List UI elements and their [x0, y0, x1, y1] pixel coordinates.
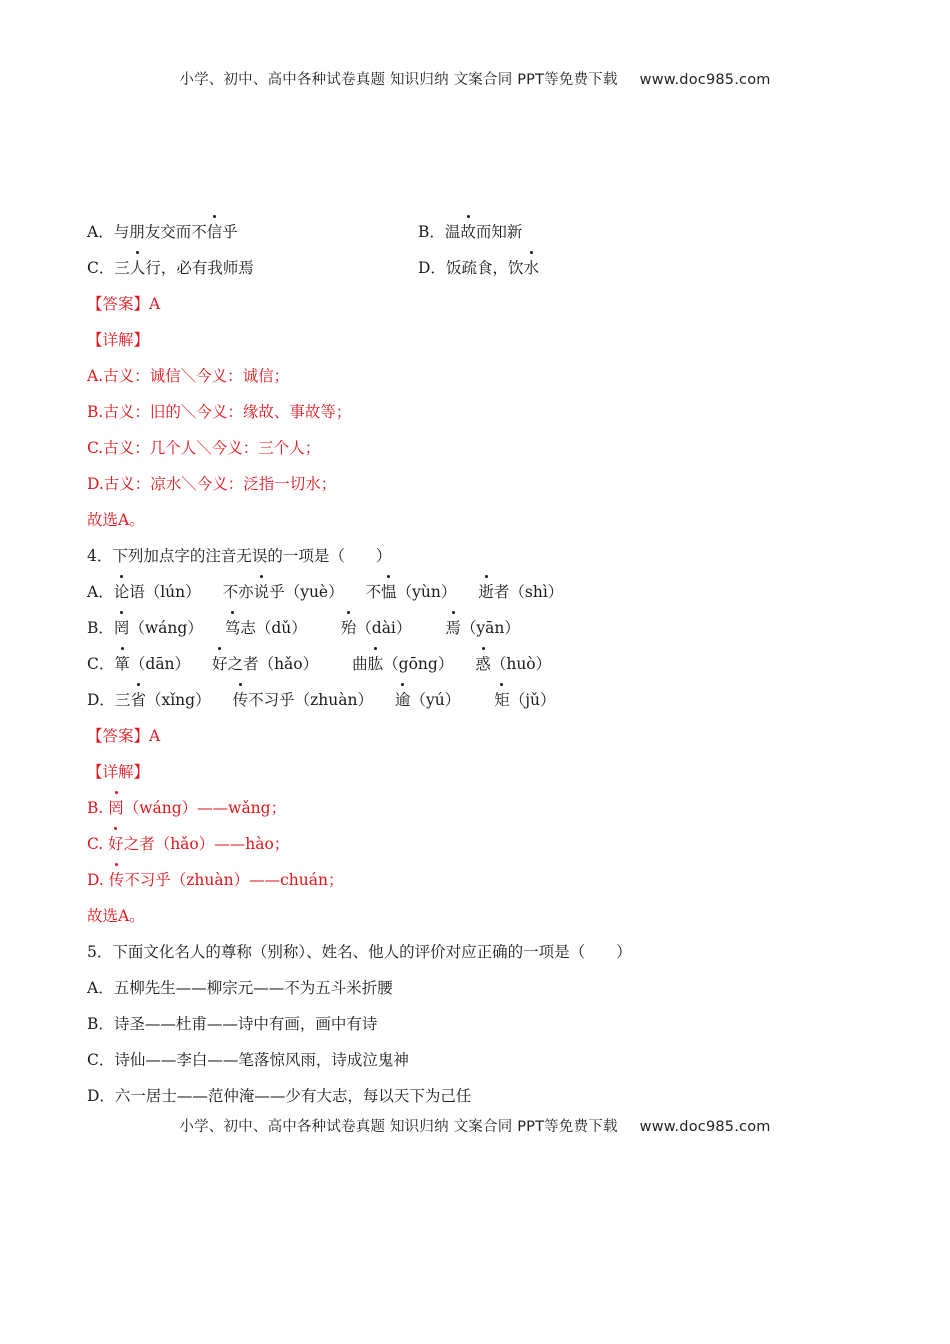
- dotted-char: 焉: [445, 614, 461, 642]
- q5-option-b[interactable]: B．诗圣——杜甫——诗中有画，画中有诗: [87, 1015, 378, 1033]
- q3-options-row-1: [87, 218, 867, 254]
- q4-explain-b: B. 罔（wáng）——wǎng；: [87, 794, 867, 830]
- header-url[interactable]: www.doc985.com: [639, 72, 771, 88]
- dotted-char: 信: [207, 218, 223, 246]
- q5-option-a[interactable]: A．五柳先生——柳宗元——不为五斗米折腰: [87, 979, 393, 997]
- footer-url[interactable]: www.doc985.com: [639, 1119, 771, 1135]
- q5-stem: 5．下面文化名人的尊称（别称）、姓名、他人的评价对应正确的一项是（ ）: [87, 943, 632, 961]
- page-footer: [0, 1115, 950, 1136]
- dotted-char: 罔: [108, 794, 124, 822]
- q4-explain-c: C. 好之者（hǎo）——hào；: [87, 830, 867, 866]
- dotted-char: 省: [130, 686, 146, 714]
- q4-option-a[interactable]: A．论语（lún） 不亦说乎（yuè） 不愠（yùn） 逝者（shì）: [87, 578, 867, 614]
- q4-detail-heading: 【详解】: [87, 763, 150, 781]
- q4-explain-d: D. 传不习乎（zhuàn）——chuán；: [87, 866, 867, 902]
- q4-answer: 【答案】A: [87, 727, 161, 745]
- dotted-char: 惑: [475, 650, 491, 678]
- dotted-char: 逾: [395, 686, 411, 714]
- footer-text: 小学、初中、高中各种试卷真题 知识归纳 文案合同 PPT等免费下载: [179, 1119, 618, 1135]
- dotted-char: 故: [460, 218, 476, 246]
- q4-option-d[interactable]: D．三省（xǐng） 传不习乎（zhuàn） 逾（yú） 矩（jǔ）: [87, 686, 867, 722]
- q3-option-d[interactable]: D．饭疏食，饮水: [418, 254, 539, 282]
- dotted-char: 殆: [341, 614, 357, 642]
- dotted-char: 愠: [381, 578, 397, 606]
- q3-explain-c: C.古义：几个人＼今义：三个人；: [87, 439, 321, 457]
- dotted-char: 传: [233, 686, 249, 714]
- q3-option-b[interactable]: B．温故而知新: [418, 218, 522, 246]
- q3-option-a[interactable]: A．与朋友交而不信乎: [87, 223, 238, 241]
- q3-explain-a: A.古义：诚信＼今义：诚信；: [87, 367, 290, 385]
- q5-option-c[interactable]: C．诗仙——李白——笔落惊风雨，诗成泣鬼神: [87, 1051, 409, 1069]
- dotted-char: 人: [130, 254, 146, 282]
- dotted-char: 好: [108, 830, 124, 858]
- dotted-char: 水: [523, 254, 539, 282]
- q3-answer: 【答案】A: [87, 295, 161, 313]
- q3-options-row-2: [87, 254, 867, 290]
- dotted-char: 论: [114, 578, 130, 606]
- dotted-char: 笃: [225, 614, 241, 642]
- dotted-char: 逝: [478, 578, 494, 606]
- dotted-char: 箪: [114, 650, 130, 678]
- q3-conclusion: 故选A。: [87, 511, 145, 529]
- dotted-char: 传: [109, 866, 125, 894]
- dotted-char: 矩: [494, 686, 510, 714]
- page-header: [0, 68, 950, 89]
- dotted-char: 罔: [114, 614, 130, 642]
- q4-option-b[interactable]: B．罔（wáng） 笃志（dǔ） 殆（dài） 焉（yān）: [87, 614, 867, 650]
- q3-explain-d: D.古义：凉水＼今义：泛指一切水；: [87, 475, 337, 493]
- header-text: 小学、初中、高中各种试卷真题 知识归纳 文案合同 PPT等免费下载: [179, 72, 618, 88]
- q3-explain-b: B.古义：旧的＼今义：缘故、事故等；: [87, 403, 352, 421]
- q4-stem: 4．下列加点字的注音无误的一项是（ ）: [87, 547, 392, 565]
- dotted-char: 说: [254, 578, 270, 606]
- q3-option-c[interactable]: C．三人行，必有我师焉: [87, 259, 254, 277]
- q3-detail-heading: 【详解】: [87, 331, 150, 349]
- q4-conclusion: 故选A。: [87, 907, 145, 925]
- document-body: [87, 218, 867, 1118]
- dotted-char: 肱: [368, 650, 384, 678]
- dotted-char: 好: [212, 650, 228, 678]
- q4-option-c[interactable]: C．箪（dān） 好之者（hǎo） 曲肱（gōng） 惑（huò）: [87, 650, 867, 686]
- q5-option-d[interactable]: D．六一居士——范仲淹——少有大志，每以天下为己任: [87, 1087, 472, 1105]
